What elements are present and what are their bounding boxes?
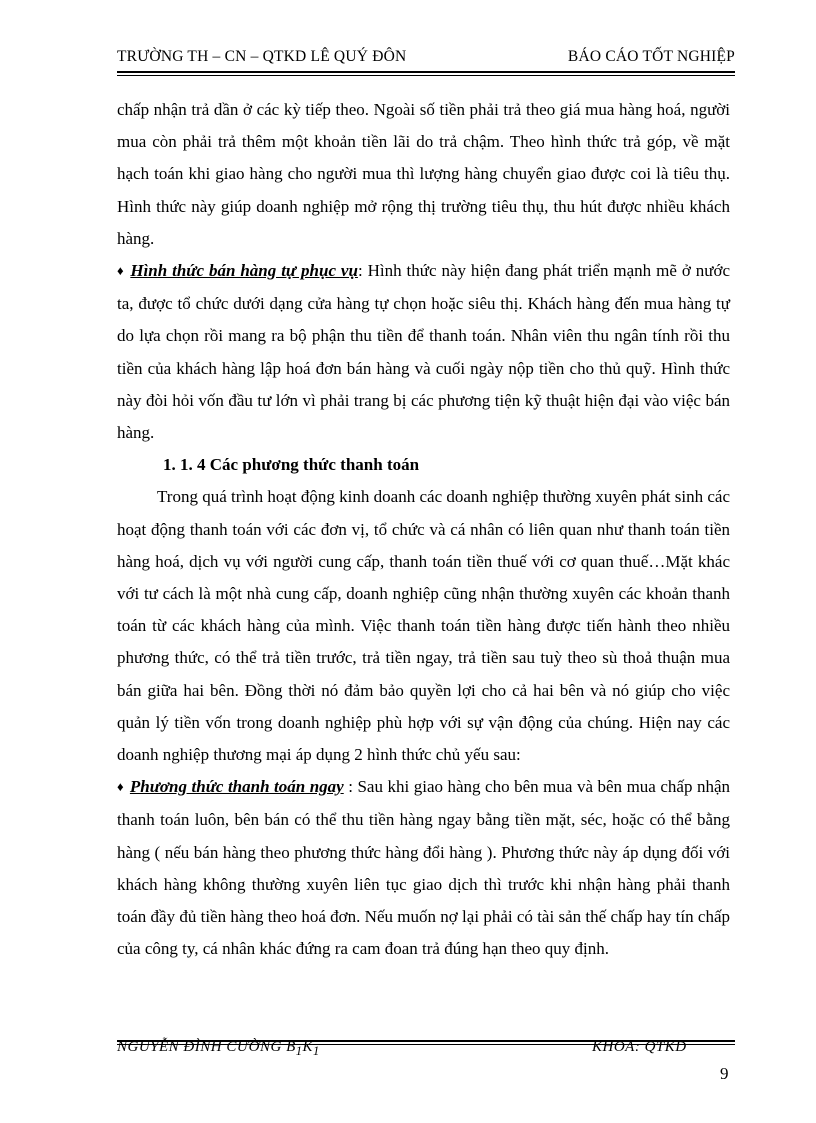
diamond-bullet-icon: ♦ (117, 779, 124, 795)
header-school-name: TRƯỜNG TH – CN – QTKD LÊ QUÝ ĐÔN (117, 48, 407, 65)
bullet-self-service-title: Hình thức bán hàng tự phục vụ (130, 261, 358, 281)
page-header (117, 44, 735, 74)
bullet-immediate-payment-text: : Sau khi giao hàng cho bên mua và bên mua chấp nhận thanh toán luôn, bên bán có thể thu tiền hàng ngay bằng tiền mặt, séc, hoặc có thể bằng hàng ( nếu bán hàng theo phương thức hàng đổi hàng ). Phương thức này áp dụng đối với khách hàng không thường xuyên liên tục giao dịch thì trước khi nhận hàng phải thanh toán đầy đủ tiền hàng theo hoá đơn. Nếu muốn nợ lại phải có tài sản thế chấp hay tín chấp của công ty, cá nhân khác đứng ra cam đoan trả đúng hạn theo quy định. (117, 777, 730, 959)
page-number: 9 (720, 1064, 729, 1083)
paragraph-payment-methods: Trong quá trình hoạt động kinh doanh các doanh nghiệp thường xuyên phát sinh các hoạt động thanh toán với các đơn vị, tổ chức và cá nhân có liên quan như thanh toán tiền hàng hoá, dịch vụ với người cung cấp, thanh toán tiền thuế với cơ quan thuế…Mặt khác với tư cách là một nhà cung cấp, doanh nghiệp cũng nhận thường xuyên các khoản thanh toán từ các khách hàng của mình. Việc thanh toán tiền hàng được tiến hành theo nhiều phương thức, có thể trả tiền trước, trả tiền ngay, trả tiền sau tuỳ theo sù thoả thuận mua bán giữa hai bên. Đồng thời nó đảm bảo quyền lợi cho cả hai bên và nó giúp cho việc quản lý tiền vốn trong doanh nghiệp phù hợp với sự vận động của chúng. Hiện nay các doanh nghiệp thương mại áp dụng 2 hình thức chủ yếu sau: (117, 487, 730, 765)
bullet-self-service (117, 255, 730, 449)
bullet-immediate-payment-title: Phương thức thanh toán ngay (129, 777, 344, 797)
header-rule-thin (117, 75, 735, 76)
page-footer (117, 1040, 735, 1060)
footer-author: NGUYỄN ĐÌNH CƯỜNG $B_1K_1$ (117, 1039, 320, 1058)
section-heading: 1. 1. 4 Các phương thức thanh toán (163, 455, 420, 475)
bullet-self-service-text: : Hình thức này hiện đang phát triển mạnh mẽ ở nước ta, được tổ chức dưới dạng cửa hàng tự chọn hoặc siêu thị. Khách hàng đến mua hàng tự do lựa chọn rồi mang ra bộ phận thu tiền để thanh toán. Nhân viên thu ngân tính rồi thu tiền của khách hàng lập hoá đơn bán hàng và cuối ngày nộp tiền cho thủ quỹ. Hình thức này đòi hỏi vốn đầu tư lớn vì phải trang bị các phương tiện kỹ thuật hiện đại vào việc bán hàng. (117, 261, 730, 443)
bullet-immediate-payment (117, 771, 730, 965)
diamond-bullet-icon: ♦ (117, 263, 125, 279)
header-rule-thick (117, 71, 735, 73)
paragraph-continuation: chấp nhận trả dần ở các kỳ tiếp theo. Ngoài số tiền phải trả theo giá mua hàng hoá, người mua còn phải trả thêm một khoản tiền lãi do trả chậm. Theo hình thức trả góp, về mặt hạch toán khi giao hàng cho người mua thì lượng hàng chuyển giao được coi là tiêu thụ. Hình thức này giúp doanh nghiệp mở rộng thị trường tiêu thụ, thu hút được nhiều khách hàng. (117, 100, 730, 248)
footer-department: KHOA: QTKD (592, 1039, 687, 1055)
header-report-title: BÁO CÁO TỐT NGHIỆP (567, 48, 735, 65)
page-body (117, 94, 730, 965)
